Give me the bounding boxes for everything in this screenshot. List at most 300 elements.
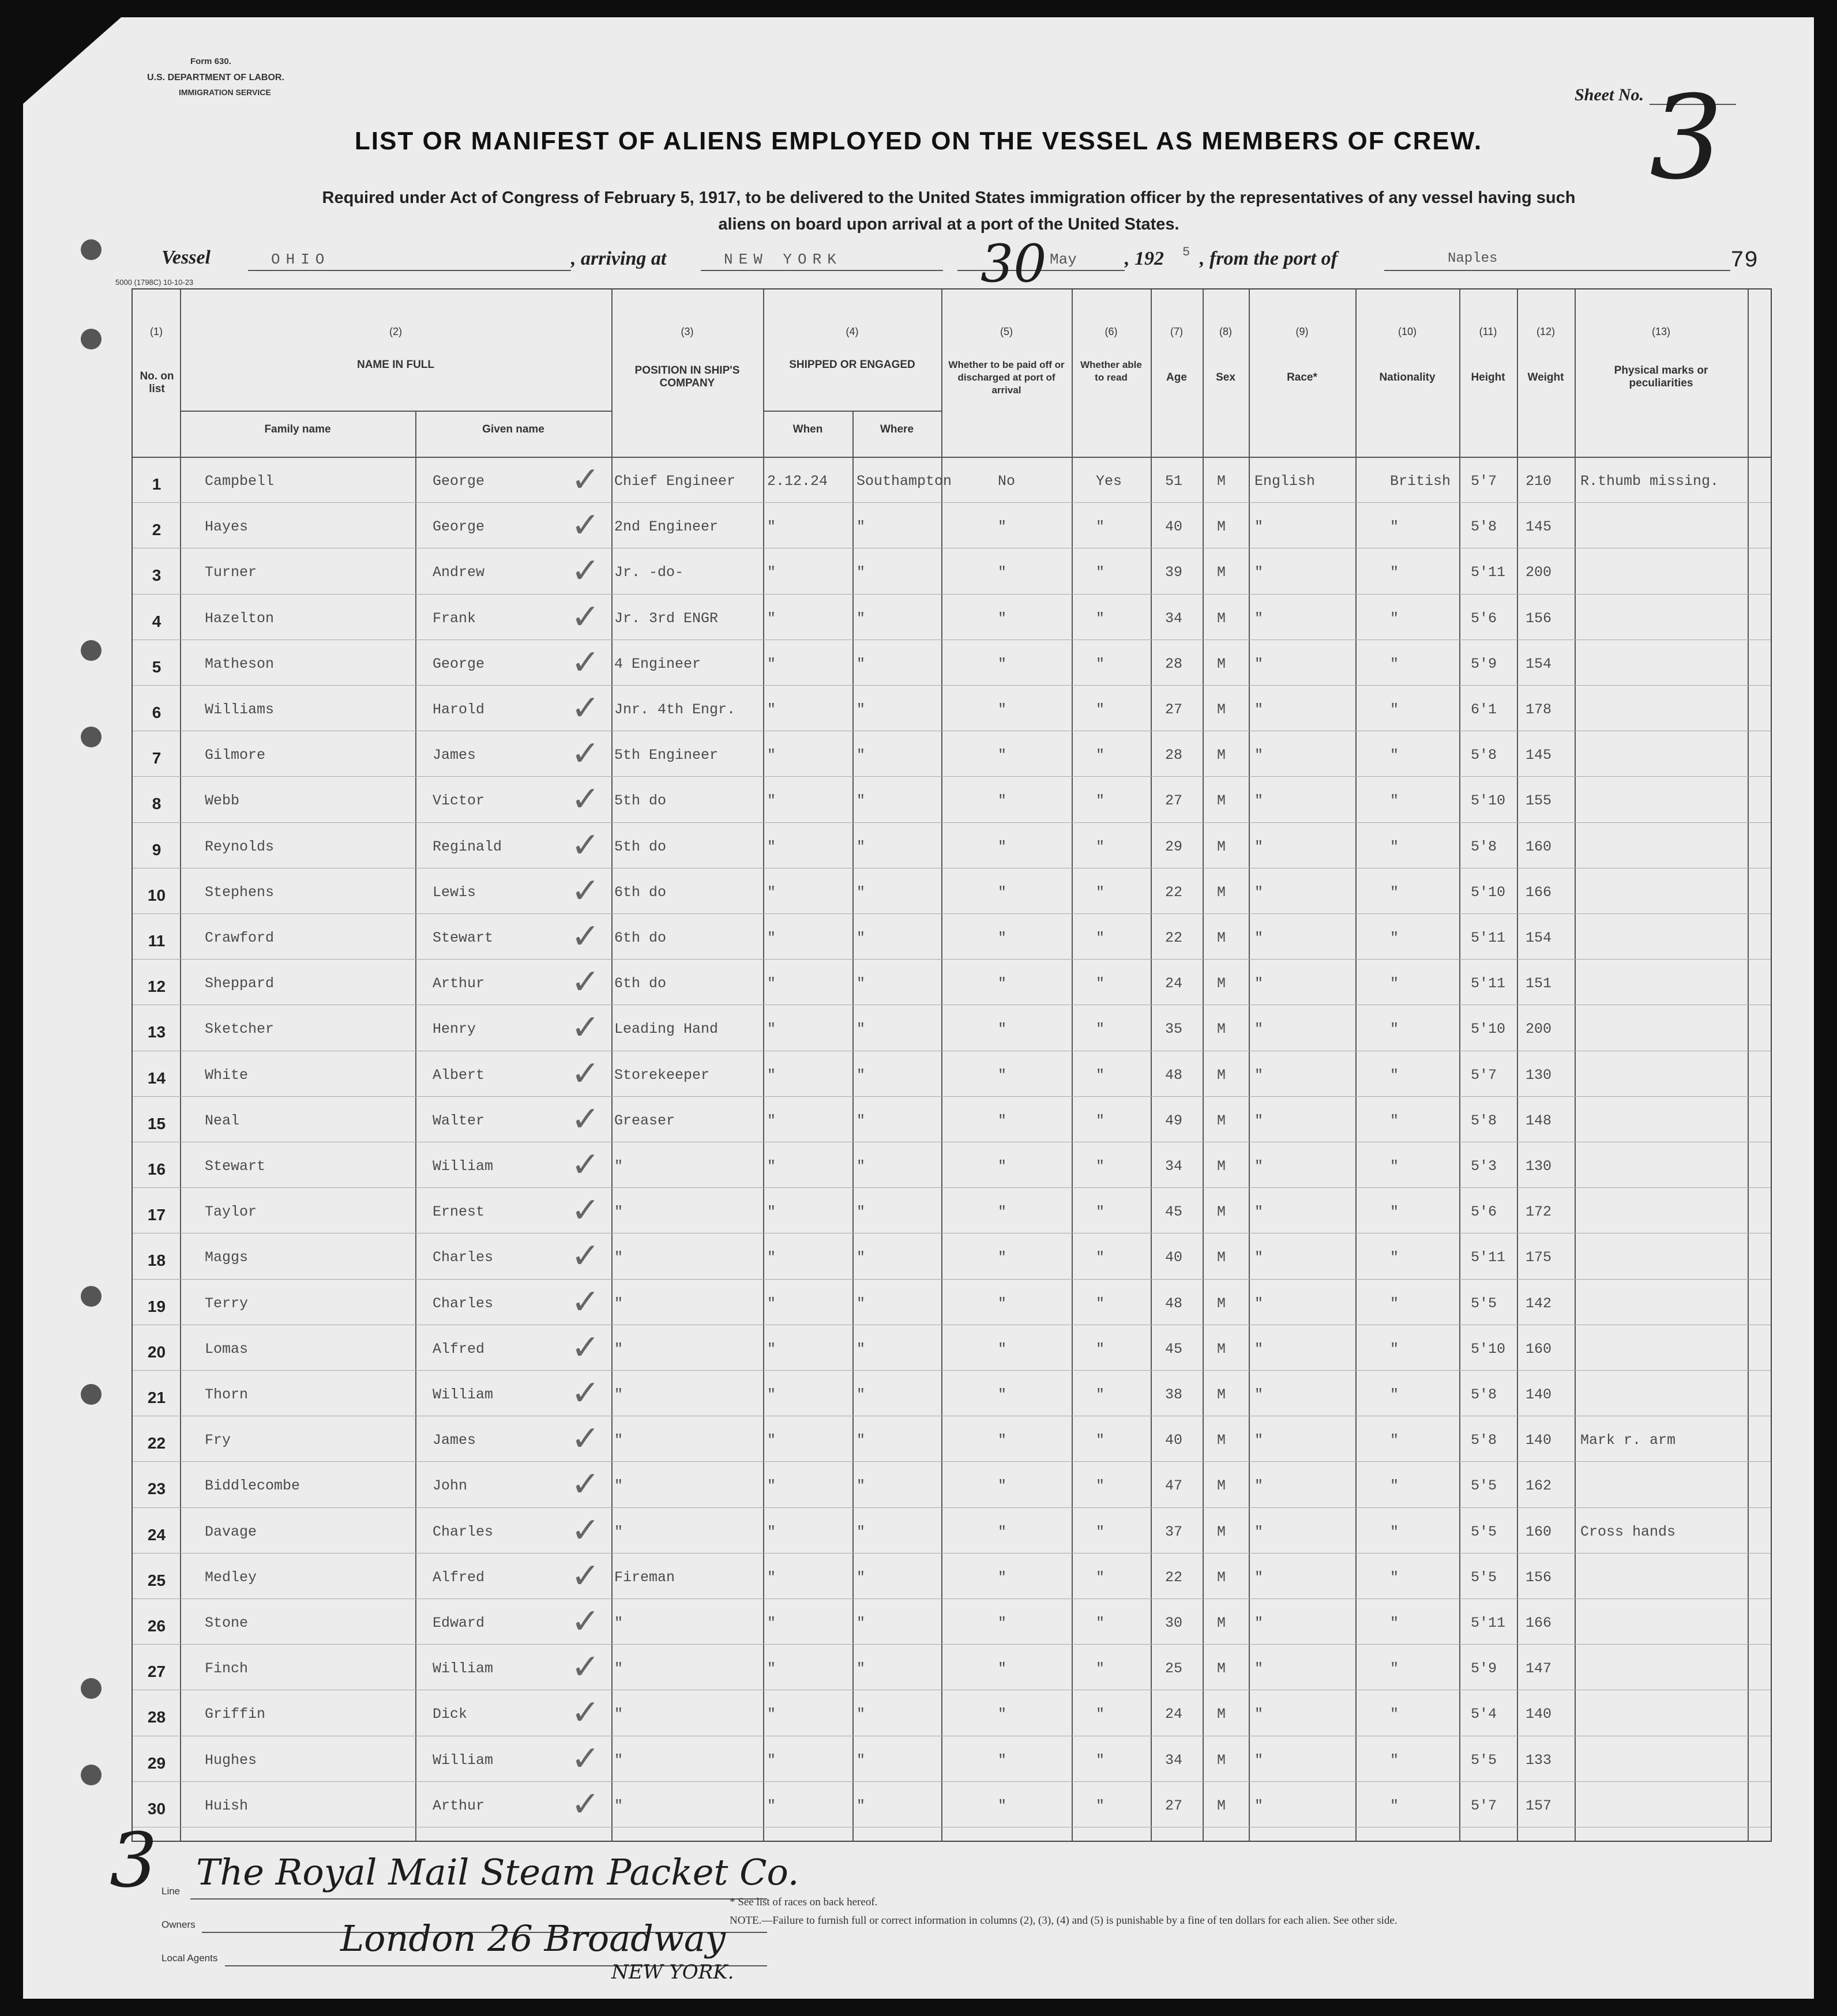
row-divider [133,822,1771,823]
cell-shipped-when: " [767,1432,776,1449]
cell-shipped-when: " [767,1523,776,1540]
cell-position: 5th do [614,838,667,855]
header-physical-marks: Physical marks or peculiarities [1614,364,1708,389]
header-no-on-list: No. on list [140,370,174,395]
cell-given-name: Dick [433,1706,468,1723]
cell-race: " [1254,1295,1264,1312]
cell-nationality: " [1390,975,1399,992]
cell-weight: 166 [1526,1615,1552,1631]
cell-sex: M [1217,610,1226,627]
cell-given-name: Alfred [433,1340,485,1357]
col-num-13: (13) [1651,326,1670,337]
cell-height: 5'10 [1471,883,1506,901]
cell-shipped-when: " [767,1340,776,1357]
cell-height: 5'8 [1471,1432,1497,1449]
cell-sex: M [1217,1706,1226,1723]
row-number: 9 [152,840,161,859]
cell-height: 5'8 [1471,1386,1497,1403]
cell-shipped-where: " [856,1386,866,1403]
cell-weight: 175 [1526,1249,1552,1266]
cell-position: " [614,1477,623,1495]
cell-age: 34 [1165,1158,1183,1175]
note-penalty: NOTE.—Failure to furnish full or correct information in columns (2), (3), (4) and (5) is punishable by a fine of ten dollars for each alien. See other side. [730,1915,1398,1927]
col-num-3: (3) [681,326,694,337]
cell-age: 30 [1165,1615,1183,1631]
margin-number: 3 [110,1816,157,1904]
cell-shipped-where: Southampton [856,473,952,490]
cell-race: " [1254,792,1264,810]
cell-weight: 133 [1526,1751,1552,1769]
cell-shipped-when: " [767,1660,776,1678]
cell-given-name: Charles [433,1523,494,1540]
cell-able-to-read: " [1096,1158,1105,1175]
col-num-4: (4) [846,326,859,337]
cell-height: 5'5 [1471,1569,1497,1586]
checkmark-icon: ✓ [571,1601,600,1642]
cell-family-name: Crawford [205,930,275,946]
cell-given-name: Stewart [433,930,494,946]
cell-race: " [1254,1249,1264,1266]
header-sex: Sex [1216,371,1235,383]
cell-able-to-read: " [1096,1249,1105,1266]
cell-family-name: Matheson [205,655,275,672]
cell-able-to-read: " [1096,1066,1105,1084]
row-divider [133,913,1771,914]
cell-family-name: Taylor [205,1203,257,1221]
cell-shipped-when: " [767,1797,776,1814]
header-nationality: Nationality [1379,371,1436,383]
checkmark-icon: ✓ [571,916,600,957]
cell-race: " [1254,1569,1264,1586]
punch-hole [81,1678,102,1699]
checkmark-icon: ✓ [571,1053,600,1094]
cell-race: " [1254,1386,1264,1403]
cell-height: 5'5 [1471,1523,1497,1540]
cell-sex: M [1217,1066,1226,1084]
col-num-7: (7) [1170,326,1183,337]
cell-paid-off: " [998,1477,1007,1495]
checkmark-icon: ✓ [571,870,600,911]
cell-given-name: George [433,655,485,672]
row-divider [133,1279,1771,1280]
row-number: 18 [147,1251,166,1270]
cell-able-to-read: " [1096,518,1105,536]
cell-sex: M [1217,1523,1226,1540]
cell-shipped-when: " [767,564,776,581]
header-age: Age [1166,371,1187,383]
checkmark-icon: ✓ [571,1281,600,1322]
cell-height: 5'7 [1471,1066,1497,1084]
cell-nationality: " [1390,1203,1399,1221]
cell-weight: 156 [1526,610,1552,627]
cell-able-to-read: " [1096,1660,1105,1678]
list-number: 79 [1730,248,1759,274]
col-num-5: (5) [1000,326,1013,337]
row-number: 26 [147,1617,166,1635]
cell-weight: 151 [1526,975,1552,992]
cell-position: Chief Engineer [614,473,736,490]
cell-race: " [1254,1477,1264,1495]
row-number: 1 [152,475,161,493]
form-title: LIST OR MANIFEST OF ALIENS EMPLOYED ON THE VESSEL AS MEMBERS OF CREW. [354,127,1483,155]
cell-paid-off: " [998,610,1007,627]
checkmark-icon: ✓ [571,1373,600,1413]
cell-able-to-read: " [1096,1523,1105,1540]
cell-age: 51 [1165,473,1183,490]
cell-paid-off: " [998,792,1007,810]
cell-paid-off: " [998,518,1007,536]
cell-position: Storekeeper [614,1066,710,1084]
row-divider [133,1507,1771,1508]
cell-height: 5'6 [1471,1203,1497,1221]
cell-age: 37 [1165,1523,1183,1540]
row-number: 8 [152,795,161,813]
cell-position: " [614,1386,623,1403]
cell-race: " [1254,1066,1264,1084]
cell-sex: M [1217,1797,1226,1814]
cell-sex: M [1217,1660,1226,1678]
cell-sex: M [1217,1158,1226,1175]
checkmark-icon: ✓ [571,1190,600,1231]
cell-shipped-where: " [856,564,866,581]
header-position: POSITION IN SHIP'S COMPANY [634,364,740,389]
cell-height: 5'11 [1471,564,1506,581]
cell-race: " [1254,1797,1264,1814]
punch-hole [81,239,102,260]
cell-family-name: Stone [205,1615,249,1631]
row-number: 29 [147,1754,166,1772]
form-subtitle [156,185,1742,238]
checkmark-icon: ✓ [571,1236,600,1277]
cell-position: 4 Engineer [614,655,701,672]
cell-race: " [1254,655,1264,672]
cell-weight: 154 [1526,930,1552,946]
cell-height: 5'7 [1471,1797,1497,1814]
row-number: 10 [147,886,166,904]
cell-paid-off: " [998,1660,1007,1678]
cell-nationality: " [1390,838,1399,855]
col-num-1: (1) [150,326,163,337]
cell-race: " [1254,1615,1264,1631]
departure-port: Naples [1448,251,1498,266]
header-family-name: Family name [264,423,331,435]
cell-shipped-where: " [856,1340,866,1357]
cell-height: 5'5 [1471,1295,1497,1312]
row-number: 13 [147,1023,166,1041]
cell-race: " [1254,1340,1264,1357]
cell-family-name: Medley [205,1569,257,1586]
cell-age: 38 [1165,1386,1183,1403]
vessel-name: OHIO [271,251,330,268]
cell-position: 6th do [614,930,667,946]
cell-sex: M [1217,1203,1226,1221]
manifest-table [132,288,1772,1842]
cell-paid-off: " [998,1295,1007,1312]
cell-sex: M [1217,1477,1226,1495]
row-divider [133,502,1771,503]
row-number: 2 [152,521,161,539]
cell-age: 22 [1165,930,1183,946]
cell-family-name: Sketcher [205,1021,275,1038]
row-number: 23 [147,1480,166,1498]
cell-paid-off: " [998,747,1007,764]
cell-shipped-where: " [856,1706,866,1723]
checkmark-icon: ✓ [571,962,600,1003]
cell-race: " [1254,1706,1264,1723]
cell-shipped-where: " [856,1432,866,1449]
cell-position: Greaser [614,1112,675,1129]
cell-shipped-where: " [856,655,866,672]
cell-sex: M [1217,1569,1226,1586]
cell-position: " [614,1432,623,1449]
cell-given-name: Arthur [433,1797,485,1814]
cell-shipped-where: " [856,701,866,718]
cell-nationality: " [1390,1615,1399,1631]
punch-hole [81,1384,102,1405]
cell-nationality: " [1390,1706,1399,1723]
cell-position: Fireman [614,1569,675,1586]
cell-weight: 156 [1526,1569,1552,1586]
row-number: 28 [147,1708,166,1727]
cell-physical-marks: Mark r. arm [1580,1432,1676,1449]
cell-height: 5'7 [1471,473,1497,490]
cell-height: 5'8 [1471,1112,1497,1129]
cell-position: Jr. 3rd ENGR [614,610,719,627]
checkmark-icon: ✓ [571,734,600,774]
cell-shipped-when: " [767,1112,776,1129]
cell-sex: M [1217,473,1226,490]
cell-shipped-when: " [767,975,776,992]
cell-shipped-where: " [856,1797,866,1814]
cell-race: " [1254,1158,1264,1175]
cell-nationality: " [1390,1340,1399,1357]
service: IMMIGRATION SERVICE [179,88,271,97]
cell-position: " [614,1523,623,1540]
cell-weight: 160 [1526,1340,1552,1357]
checkmark-icon: ✓ [571,1738,600,1779]
cell-given-name: Charles [433,1249,494,1266]
cell-given-name: Henry [433,1021,476,1038]
cell-paid-off: " [998,1751,1007,1769]
cell-nationality: " [1390,1295,1399,1312]
cell-age: 25 [1165,1660,1183,1678]
col-num-6: (6) [1105,326,1118,337]
cell-shipped-where: " [856,1751,866,1769]
cell-race: " [1254,1203,1264,1221]
cell-race: English [1254,473,1316,490]
cell-race: " [1254,1112,1264,1129]
cell-position: Leading Hand [614,1021,719,1038]
header-able-to-read: Whether able to read [1080,359,1142,383]
cell-race: " [1254,1021,1264,1038]
cell-nationality: " [1390,883,1399,901]
subtitle-line-2: aliens on board upon arrival at a port of the United States. [718,215,1179,234]
cell-shipped-where: " [856,792,866,810]
cell-shipped-where: " [856,1158,866,1175]
cell-race: " [1254,610,1264,627]
cell-sex: M [1217,1432,1226,1449]
row-number: 20 [147,1342,166,1361]
cell-given-name: Alfred [433,1569,485,1586]
cell-family-name: Webb [205,792,240,810]
cell-shipped-where: " [856,1249,866,1266]
row-divider [133,1781,1771,1782]
col-num-9: (9) [1295,326,1309,337]
cell-able-to-read: " [1096,930,1105,946]
cell-paid-off: " [998,1112,1007,1129]
cell-able-to-read: " [1096,1706,1105,1723]
cell-able-to-read: " [1096,1112,1105,1129]
cell-age: 34 [1165,1751,1183,1769]
cell-age: 34 [1165,610,1183,627]
cell-weight: 140 [1526,1706,1552,1723]
row-divider [133,1187,1771,1188]
cell-age: 45 [1165,1340,1183,1357]
cell-paid-off: No [998,473,1016,490]
cell-able-to-read: " [1096,883,1105,901]
cell-paid-off: " [998,564,1007,581]
cell-sex: M [1217,838,1226,855]
row-number: 3 [152,566,161,585]
cell-family-name: Hayes [205,518,249,536]
cell-family-name: Huish [205,1797,249,1814]
cell-paid-off: " [998,1249,1007,1266]
header-name-in-full: NAME IN FULL [356,359,435,371]
cell-given-name: Ernest [433,1203,485,1221]
cell-physical-marks: Cross hands [1580,1523,1676,1540]
cell-given-name: Albert [433,1066,485,1084]
header-weight: Weight [1527,371,1564,383]
checkmark-icon: ✓ [571,460,600,500]
cell-paid-off: " [998,1340,1007,1357]
cell-shipped-where: " [856,747,866,764]
cell-position: " [614,1249,623,1266]
header-race: Race* [1287,371,1317,383]
cell-paid-off: " [998,1158,1007,1175]
cell-height: 5'8 [1471,747,1497,764]
cell-family-name: Reynolds [205,838,275,855]
row-number: 25 [147,1571,166,1589]
subtitle-line-1: Required under Act of Congress of February 5, 1917, to be delivered to the United States immigration officer by the representatives of any vessel having such [322,189,1576,207]
cell-family-name: Hughes [205,1751,257,1769]
cell-family-name: Williams [205,701,275,718]
note-races: * See list of races on back hereof. [730,1896,878,1908]
cell-shipped-when: " [767,1751,776,1769]
cell-weight: 142 [1526,1295,1552,1312]
cell-family-name: Neal [205,1112,240,1129]
cell-nationality: " [1390,1112,1399,1129]
cell-height: 5'10 [1471,792,1506,810]
cell-nationality: " [1390,1797,1399,1814]
cell-weight: 140 [1526,1386,1552,1403]
cell-able-to-read: " [1096,747,1105,764]
cell-able-to-read: " [1096,1295,1105,1312]
cell-paid-off: " [998,655,1007,672]
cell-position: " [614,1295,623,1312]
cell-position: 2nd Engineer [614,518,719,536]
cell-given-name: George [433,518,485,536]
cell-able-to-read: " [1096,975,1105,992]
cell-family-name: Davage [205,1523,257,1540]
cell-weight: 157 [1526,1797,1552,1814]
cell-nationality: " [1390,1751,1399,1769]
cell-paid-off: " [998,1432,1007,1449]
cell-able-to-read: " [1096,701,1105,718]
cell-age: 48 [1165,1295,1183,1312]
cell-shipped-where: " [856,1615,866,1631]
cell-paid-off: " [998,838,1007,855]
row-divider [133,1370,1771,1371]
cell-weight: 210 [1526,473,1552,490]
cell-nationality: " [1390,1432,1399,1449]
from-port-label: , from the port of [1200,248,1338,269]
cell-weight: 148 [1526,1112,1552,1129]
cell-weight: 172 [1526,1203,1552,1221]
cell-sex: M [1217,792,1226,810]
cell-position: " [614,1706,623,1723]
cell-age: 29 [1165,838,1183,855]
cell-age: 22 [1165,883,1183,901]
checkmark-icon: ✓ [571,825,600,866]
cell-paid-off: " [998,701,1007,718]
checkmark-icon: ✓ [571,1327,600,1368]
row-divider [133,1644,1771,1645]
cell-position: " [614,1751,623,1769]
cell-shipped-where: " [856,1660,866,1678]
cell-shipped-when: " [767,1706,776,1723]
cell-weight: 155 [1526,792,1552,810]
cell-height: 6'1 [1471,701,1497,718]
cell-family-name: Campbell [205,473,275,490]
cell-given-name: Victor [433,792,485,810]
cell-shipped-where: " [856,930,866,946]
header-paid-off: Whether to be paid off or discharged at port of arrival [948,359,1065,396]
cell-nationality: " [1390,1523,1399,1540]
cell-age: 40 [1165,1432,1183,1449]
row-divider [133,776,1771,777]
checkmark-icon: ✓ [571,1464,600,1505]
header-given-name: Given name [482,423,544,435]
cell-nationality: " [1390,1660,1399,1678]
cell-able-to-read: " [1096,838,1105,855]
cell-shipped-when: " [767,1021,776,1038]
cell-height: 5'11 [1471,1615,1506,1631]
cell-position: 6th do [614,883,667,901]
row-number: 14 [147,1069,166,1087]
row-number: 11 [148,932,166,950]
cell-sex: M [1217,883,1226,901]
cell-able-to-read: " [1096,1477,1105,1495]
cell-family-name: Fry [205,1432,231,1449]
cell-paid-off: " [998,1066,1007,1084]
cell-age: 27 [1165,701,1183,718]
cell-paid-off: " [998,1523,1007,1540]
cell-position: " [614,1797,623,1814]
cell-sex: M [1217,1295,1226,1312]
cell-weight: 145 [1526,747,1552,764]
form-number: Form 630. [190,57,231,66]
arriving-label: , arriving at [571,248,667,269]
cell-nationality: " [1390,1477,1399,1495]
cell-age: 45 [1165,1203,1183,1221]
cell-position: " [614,1615,623,1631]
cell-race: " [1254,1660,1264,1678]
cell-age: 35 [1165,1021,1183,1038]
cell-paid-off: " [998,930,1007,946]
sheet-number: 3 [1650,71,1723,205]
cell-position: " [614,1203,623,1221]
cell-able-to-read: " [1096,1386,1105,1403]
